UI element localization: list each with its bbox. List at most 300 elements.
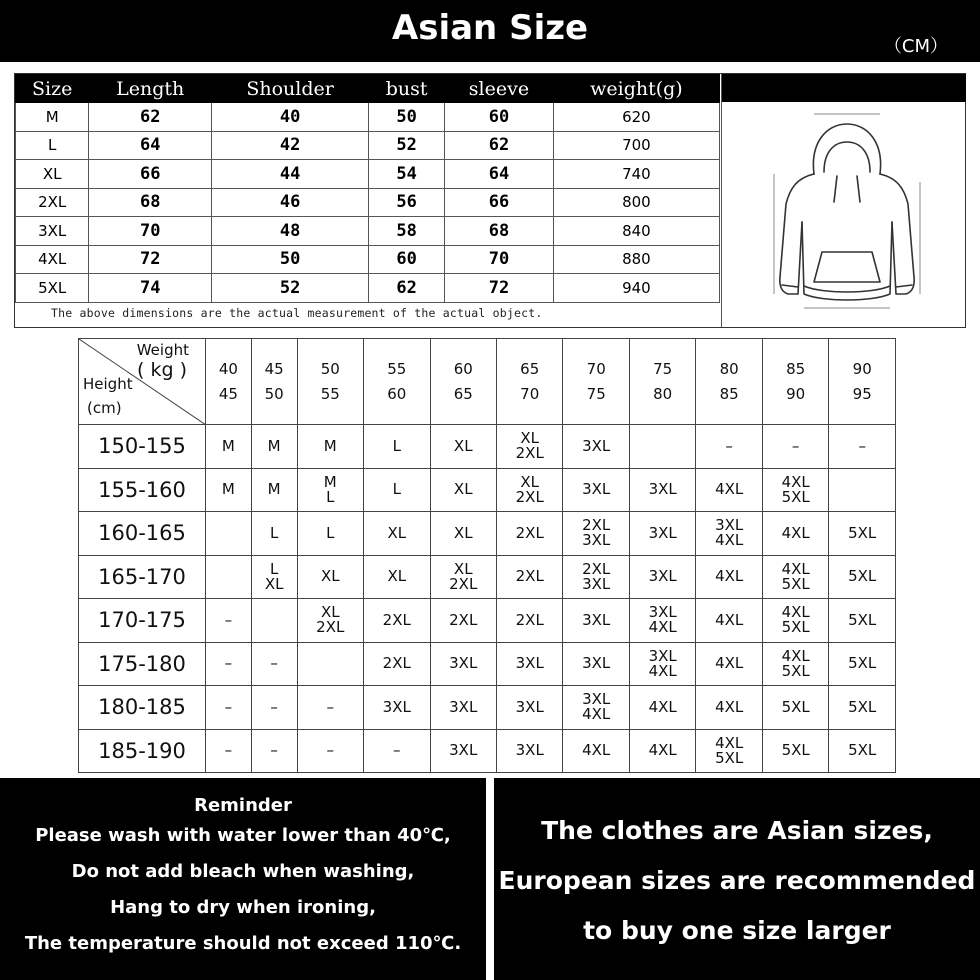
recommended-size	[430, 425, 496, 469]
reminder-title: Reminder	[194, 795, 292, 816]
weight-range	[496, 339, 562, 425]
size-row	[16, 274, 720, 303]
size-cell: 40	[212, 103, 369, 132]
recommended-size	[762, 729, 828, 773]
size-label: M	[323, 436, 337, 455]
weight-range	[206, 339, 252, 425]
size-row	[16, 131, 720, 160]
weight-value: 55	[320, 384, 340, 403]
size-label: 4XL	[781, 646, 810, 665]
size-cell: 44	[212, 160, 369, 189]
size-label: 4XL	[781, 603, 810, 622]
recommended-size	[563, 599, 629, 643]
recommended-size	[563, 642, 629, 686]
size-label: 2XL	[316, 618, 345, 637]
recommended-size	[696, 642, 762, 686]
size-cell: 3XL	[16, 217, 89, 246]
size-label: 3XL	[582, 480, 611, 499]
recommended-size	[629, 425, 695, 469]
size-cell: 62	[89, 103, 212, 132]
size-cell: 840	[553, 217, 719, 246]
size-label: 4XL	[715, 610, 744, 629]
recommended-size	[364, 642, 430, 686]
recommended-size	[496, 642, 562, 686]
size-cell: M	[16, 103, 89, 132]
weight-range	[297, 339, 363, 425]
page-title: Asian Size	[391, 8, 589, 48]
size-label: 5XL	[848, 610, 877, 629]
size-label: –	[224, 610, 233, 629]
recommended-size	[206, 468, 252, 512]
recommended-size	[829, 599, 896, 643]
size-label: –	[224, 654, 233, 673]
recommended-size	[829, 729, 896, 773]
weight-value: 75	[586, 384, 606, 403]
weight-range	[364, 339, 430, 425]
size-label: –	[270, 697, 278, 716]
size-cell: 70	[445, 245, 554, 274]
size-label: XL	[453, 559, 473, 578]
recommended-size	[696, 729, 762, 773]
recommended-size	[829, 468, 896, 512]
size-label: 5XL	[715, 748, 744, 767]
size-label: 4XL	[715, 480, 744, 499]
weight-value: 85	[786, 359, 806, 378]
recommended-size	[430, 468, 496, 512]
height-row	[79, 642, 896, 686]
hoodie-diagram	[721, 74, 966, 327]
size-label: 5XL	[781, 487, 810, 506]
size-label: 5XL	[781, 697, 810, 716]
recommended-size	[563, 425, 629, 469]
recommended-size	[297, 686, 363, 730]
size-label: 3XL	[582, 610, 611, 629]
size-label: L	[392, 480, 401, 499]
size-cell: 5XL	[16, 274, 89, 303]
size-cell: 46	[212, 188, 369, 217]
size-label: 4XL	[648, 661, 677, 680]
recommended-size	[829, 686, 896, 730]
size-cell: 740	[553, 160, 719, 189]
recommended-size	[563, 729, 629, 773]
weight-value: 90	[786, 384, 806, 403]
size-label: M	[267, 480, 281, 499]
recommended-size	[364, 468, 430, 512]
reminder-line: Do not add bleach when washing,	[71, 861, 415, 882]
size-label: 2XL	[449, 574, 478, 593]
size-label: –	[393, 741, 401, 760]
weight-value: 55	[387, 359, 407, 378]
size-label: 4XL	[715, 567, 744, 586]
recommended-size	[762, 555, 828, 599]
recommended-size	[251, 642, 297, 686]
weight-value: 80	[719, 359, 739, 378]
weight-axis-label: Weight	[136, 341, 189, 359]
size-label: XL	[520, 472, 540, 491]
size-cell: 58	[369, 217, 445, 246]
height-range: 170-175	[79, 599, 206, 643]
size-label: 3XL	[648, 567, 677, 586]
recommended-size	[297, 642, 363, 686]
recommended-size	[829, 555, 896, 599]
recommended-size	[496, 425, 562, 469]
height-row	[79, 425, 896, 469]
col-header: weight(g)	[553, 75, 719, 103]
col-header: Length	[89, 75, 212, 103]
size-label: 4XL	[582, 705, 611, 724]
recommended-size	[430, 729, 496, 773]
recommended-size	[629, 512, 695, 556]
size-label: 3XL	[648, 603, 677, 622]
recommended-size	[629, 468, 695, 512]
size-label: 4XL	[715, 733, 744, 752]
size-label: XL	[453, 436, 473, 455]
height-row	[79, 729, 896, 773]
size-label: 4XL	[648, 697, 677, 716]
size-label: 3XL	[582, 574, 611, 593]
recommended-size	[762, 425, 828, 469]
size-label: 2XL	[382, 610, 411, 629]
recommended-size	[364, 729, 430, 773]
sizing-notice-panel	[494, 778, 980, 980]
size-table-header	[16, 75, 720, 103]
size-cell: 50	[212, 245, 369, 274]
height-row	[79, 686, 896, 730]
recommended-size	[364, 555, 430, 599]
size-label: –	[326, 697, 335, 716]
height-range: 180-185	[79, 686, 206, 730]
recommended-size	[251, 468, 297, 512]
recommended-size	[696, 425, 762, 469]
hoodie-icon	[722, 102, 967, 327]
recommended-size	[762, 512, 828, 556]
recommended-size	[251, 555, 297, 599]
size-cell: 56	[369, 188, 445, 217]
recommended-size	[629, 729, 695, 773]
recommended-size	[364, 599, 430, 643]
recommended-size	[629, 555, 695, 599]
height-range: 150-155	[79, 425, 206, 469]
size-label: 5XL	[781, 661, 810, 680]
size-label: XL	[320, 603, 340, 622]
size-cell: 64	[89, 131, 212, 160]
size-label: 4XL	[715, 531, 744, 550]
size-chart	[14, 73, 966, 328]
size-label: XL	[264, 574, 284, 593]
size-label: 2XL	[515, 444, 544, 463]
recommended-size	[829, 425, 896, 469]
recommended-size	[696, 599, 762, 643]
recommended-size	[829, 642, 896, 686]
size-label: 3XL	[582, 690, 611, 709]
recommended-size	[563, 686, 629, 730]
size-cell: 54	[369, 160, 445, 189]
size-label: 4XL	[781, 559, 810, 578]
recommended-size	[297, 512, 363, 556]
size-label: XL	[387, 523, 407, 542]
recommended-size	[364, 686, 430, 730]
recommended-size	[496, 729, 562, 773]
size-label: L	[326, 523, 335, 542]
height-range: 165-170	[79, 555, 206, 599]
recommended-size	[251, 686, 297, 730]
size-label: 3XL	[582, 654, 611, 673]
size-label: M	[267, 436, 281, 455]
reminder-line: Hang to dry when ironing,	[110, 897, 376, 918]
size-cell: 42	[212, 131, 369, 160]
unit-label: （CM）	[883, 36, 948, 57]
size-label: –	[224, 741, 233, 760]
recommended-size	[496, 686, 562, 730]
recommended-size	[430, 555, 496, 599]
size-label: 5XL	[848, 741, 877, 760]
weight-value: 75	[653, 359, 673, 378]
size-cell: 70	[89, 217, 212, 246]
size-cell: 68	[445, 217, 554, 246]
recommended-size	[297, 425, 363, 469]
col-header: sleeve	[445, 75, 554, 103]
recommended-size	[364, 425, 430, 469]
recommended-size	[251, 599, 297, 643]
height-axis-label: Height	[83, 375, 133, 393]
size-label: 3XL	[449, 654, 478, 673]
size-label: 4XL	[715, 697, 744, 716]
weight-unit-label: ( kg )	[137, 359, 187, 381]
size-label: 3XL	[715, 516, 744, 535]
recommended-size	[297, 555, 363, 599]
size-label: –	[791, 436, 800, 455]
weight-value: 70	[520, 384, 540, 403]
size-label: XL	[320, 567, 340, 586]
weight-value: 90	[852, 359, 872, 378]
recommended-size	[430, 642, 496, 686]
size-label: 4XL	[648, 618, 677, 637]
size-cell: 72	[89, 245, 212, 274]
reminder-panel	[0, 778, 486, 980]
size-cell: 52	[212, 274, 369, 303]
size-label: 5XL	[848, 567, 877, 586]
size-label: L	[269, 559, 279, 578]
size-label: 3XL	[382, 697, 411, 716]
size-cell: 2XL	[16, 188, 89, 217]
height-unit-label: (cm)	[87, 399, 122, 417]
size-recommendation-table	[78, 338, 896, 773]
size-label: 4XL	[781, 472, 810, 491]
size-label: 2XL	[582, 516, 611, 535]
recommended-size	[251, 512, 297, 556]
size-label: M	[221, 436, 235, 455]
size-cell: 50	[369, 103, 445, 132]
size-label: 5XL	[848, 697, 877, 716]
recommended-size	[206, 686, 252, 730]
recommended-size	[563, 512, 629, 556]
size-label: 2XL	[382, 654, 411, 673]
size-label: M	[323, 472, 337, 491]
size-label: XL	[387, 567, 407, 586]
size-cell: 4XL	[16, 245, 89, 274]
recommended-size	[297, 599, 363, 643]
size-label: 4XL	[582, 741, 611, 760]
size-cell: 940	[553, 274, 719, 303]
recommended-size	[762, 468, 828, 512]
weight-value: 70	[586, 359, 606, 378]
size-label: L	[269, 523, 279, 542]
size-cell: 60	[445, 103, 554, 132]
size-cell: 74	[89, 274, 212, 303]
recommended-size	[696, 555, 762, 599]
recommended-size	[829, 512, 896, 556]
weight-range	[829, 339, 896, 425]
col-header: Shoulder	[212, 75, 369, 103]
height-range: 185-190	[79, 729, 206, 773]
size-label: –	[224, 697, 233, 716]
height-range: 155-160	[79, 468, 206, 512]
size-cell: XL	[16, 160, 89, 189]
size-label: L	[326, 487, 335, 506]
recommended-size	[206, 555, 252, 599]
size-cell: 64	[445, 160, 554, 189]
size-cell: 800	[553, 188, 719, 217]
size-label: XL	[453, 523, 473, 542]
recommended-size	[251, 425, 297, 469]
title-banner	[0, 0, 980, 62]
size-label: 2XL	[515, 567, 544, 586]
size-label: 5XL	[781, 618, 810, 637]
size-cell: 62	[445, 131, 554, 160]
size-label: 3XL	[515, 654, 544, 673]
size-label: 5XL	[848, 654, 877, 673]
size-label: 3XL	[515, 697, 544, 716]
weight-value: 50	[264, 384, 284, 403]
weight-value: 45	[218, 384, 238, 403]
size-label: –	[270, 654, 278, 673]
size-label: 4XL	[781, 523, 810, 542]
size-label: –	[725, 436, 733, 455]
size-label: 3XL	[515, 741, 544, 760]
size-label: 3XL	[648, 523, 677, 542]
recommended-size	[364, 512, 430, 556]
size-cell: 880	[553, 245, 719, 274]
recommended-size	[629, 686, 695, 730]
size-row	[16, 160, 720, 189]
recommended-size	[206, 512, 252, 556]
recommended-size	[206, 642, 252, 686]
notice-line: The clothes are Asian sizes,	[541, 816, 933, 845]
size-label: 4XL	[648, 741, 677, 760]
size-label: XL	[453, 480, 473, 499]
size-cell: 60	[369, 245, 445, 274]
height-row	[79, 468, 896, 512]
recommended-size	[430, 512, 496, 556]
size-label: 4XL	[715, 654, 744, 673]
size-label: 2XL	[515, 487, 544, 506]
recommended-size	[496, 599, 562, 643]
weight-range	[762, 339, 828, 425]
notice-line: European sizes are recommended	[498, 866, 976, 895]
recommended-size	[496, 555, 562, 599]
size-label: 3XL	[449, 697, 478, 716]
height-range: 160-165	[79, 512, 206, 556]
recommended-size	[206, 729, 252, 773]
size-label: –	[326, 741, 335, 760]
weight-value: 60	[387, 384, 407, 403]
size-cell: 48	[212, 217, 369, 246]
weight-header-row	[79, 339, 896, 425]
recommended-size	[563, 555, 629, 599]
recommended-size	[206, 599, 252, 643]
size-cell: 52	[369, 131, 445, 160]
weight-value: 65	[453, 384, 473, 403]
weight-range	[430, 339, 496, 425]
size-label: 2XL	[449, 610, 478, 629]
height-row	[79, 555, 896, 599]
size-label: 5XL	[781, 574, 810, 593]
size-cell: 62	[369, 274, 445, 303]
weight-value: 65	[520, 359, 540, 378]
weight-value: 85	[719, 384, 739, 403]
size-row	[16, 103, 720, 132]
size-label: 2XL	[515, 610, 544, 629]
size-label: 5XL	[848, 523, 877, 542]
size-cell: 66	[89, 160, 212, 189]
size-label: –	[270, 741, 278, 760]
table-corner	[79, 339, 206, 425]
col-header: bust	[369, 75, 445, 103]
recommended-size	[430, 599, 496, 643]
size-label: 3XL	[582, 436, 611, 455]
recommended-size	[496, 512, 562, 556]
recommended-size	[206, 425, 252, 469]
size-cell: 700	[553, 131, 719, 160]
recommended-size	[696, 512, 762, 556]
size-label: 2XL	[515, 523, 544, 542]
recommended-size	[496, 468, 562, 512]
size-label: 5XL	[781, 741, 810, 760]
size-label: 3XL	[648, 480, 677, 499]
height-row	[79, 512, 896, 556]
height-row	[79, 599, 896, 643]
weight-value: 50	[320, 359, 340, 378]
height-range: 175-180	[79, 642, 206, 686]
size-label: 2XL	[582, 559, 611, 578]
recommended-size	[297, 729, 363, 773]
recommended-size	[762, 686, 828, 730]
size-cell: 72	[445, 274, 554, 303]
size-label: –	[858, 436, 866, 455]
col-header: Size	[16, 75, 89, 103]
size-row	[16, 188, 720, 217]
size-label: M	[221, 480, 235, 499]
recommended-size	[297, 468, 363, 512]
recommended-size	[762, 642, 828, 686]
weight-value: 60	[453, 359, 473, 378]
size-table	[15, 74, 720, 303]
size-row	[16, 217, 720, 246]
size-label: L	[392, 436, 401, 455]
recommended-size	[762, 599, 828, 643]
size-label: 3XL	[449, 741, 478, 760]
recommended-size	[563, 468, 629, 512]
recommended-size	[251, 729, 297, 773]
size-row	[16, 245, 720, 274]
recommended-size	[696, 468, 762, 512]
recommended-size	[696, 686, 762, 730]
size-note: The above dimensions are the actual measurement of the actual object.	[51, 306, 543, 320]
weight-value: 95	[852, 384, 872, 403]
reminder-line: Please wash with water lower than 40℃,	[35, 825, 451, 846]
size-label: 3XL	[582, 531, 611, 550]
recommended-size	[629, 599, 695, 643]
